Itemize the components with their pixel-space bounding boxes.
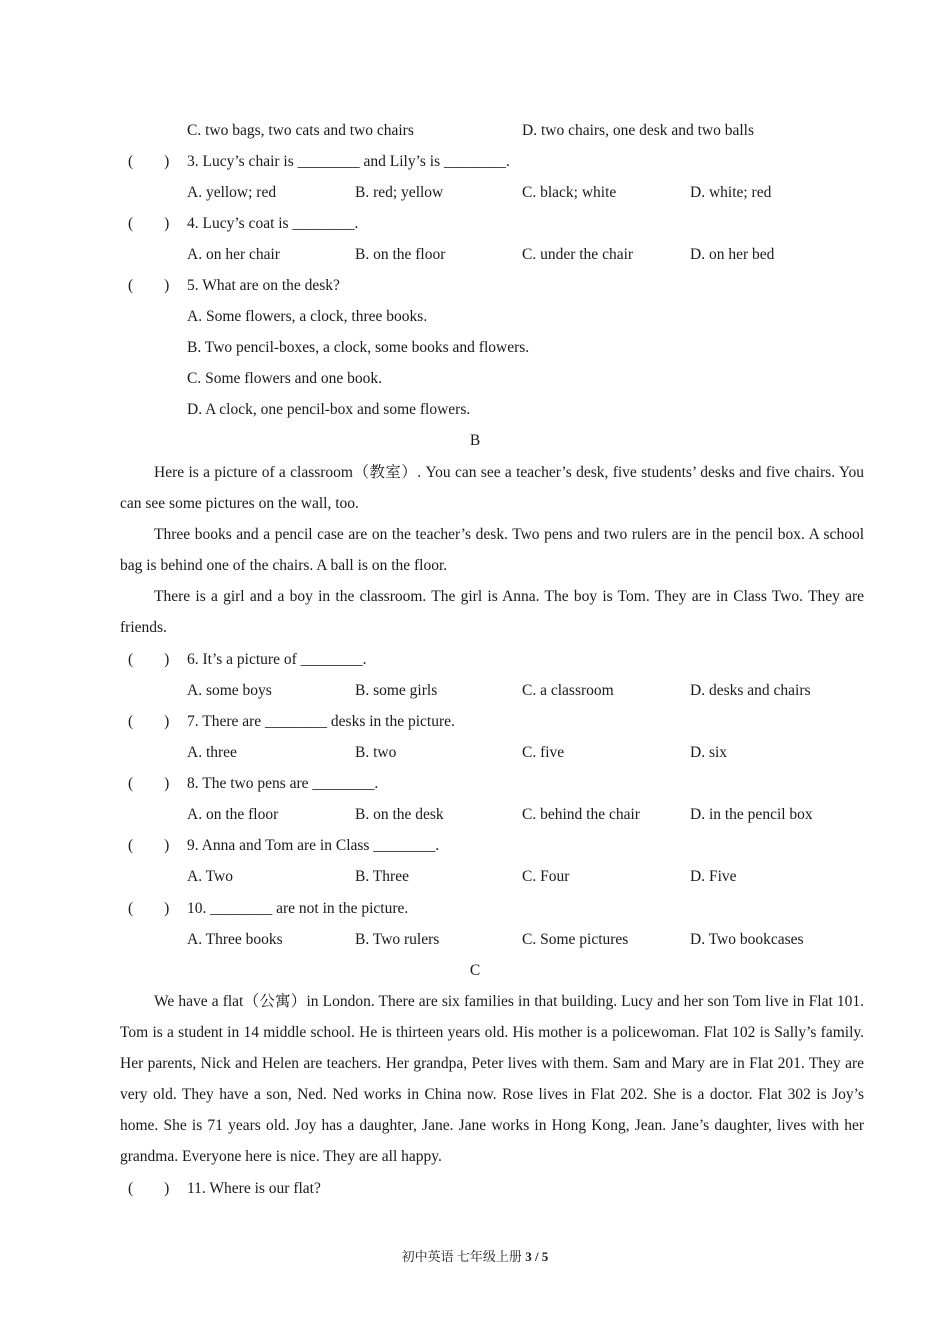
q8-option-b: B. on the desk [355,806,444,823]
section-b-paragraph-1: Here is a picture of a classroom（教室）. You can see a teacher’s desk, five students’ desks and five chairs. You can see some pictures on the wall, too. [120,464,864,512]
answer-blank-q5[interactable]: ( ) [128,277,170,294]
q9-option-d: D. Five [690,868,737,885]
q9-option-a: A. Two [187,868,233,885]
question-10: 10. ________ are not in the picture. [187,900,409,917]
answer-blank-q4[interactable]: ( ) [128,215,170,232]
question-8: 8. The two pens are ________. [187,775,379,792]
q3-option-a: A. yellow; red [187,184,277,201]
q5-option-c: C. Some flowers and one book. [187,370,383,387]
q3-option-c: C. black; white [522,184,617,201]
q4-option-b: B. on the floor [355,246,446,263]
page-footer [0,1246,950,1265]
q6-option-d: D. desks and chairs [690,682,811,699]
answer-blank-q11[interactable]: ( ) [128,1180,170,1197]
q3-option-b: B. red; yellow [355,184,444,201]
q4-option-c: C. under the chair [522,246,634,263]
q6-option-a: A. some boys [187,682,272,699]
question-5: 5. What are on the desk? [187,277,340,294]
q10-option-b: B. Two rulers [355,931,440,948]
q7-option-a: A. three [187,744,237,761]
question-4: 4. Lucy’s coat is ________. [187,215,359,232]
q5-option-d: D. A clock, one pencil-box and some flowers. [187,401,471,418]
q9-option-c: C. Four [522,868,570,885]
answer-blank-q9[interactable]: ( ) [128,837,170,854]
section-c-heading: C [469,962,481,979]
section-b-heading: B [469,432,481,449]
q10-option-c: C. Some pictures [522,931,629,948]
section-b-paragraph-3: There is a girl and a boy in the classroom. The girl is Anna. The boy is Tom. They are in Class Two. They are friends. [120,588,864,636]
answer-blank-q7[interactable]: ( ) [128,713,170,730]
q7-option-c: C. five [522,744,565,761]
section-c-paragraph: We have a flat（公寓）in London. There are six families in that building. Lucy and her son Tom live in Flat 101. Tom is a student in 14 middle school. He is thirteen years old. His mother is a policewoman. Flat 102 is Sally’s family. Her parents, Nick and Helen are teachers. Her grandpa, Peter lives with them. Sam and Mary are in Flat 201. They are very old. They have a son, Ned. Ned works in China now. Rose lives in Flat 202. She is a doctor. Flat 302 is Joy’s home. She is 71 years old. Joy has a daughter, Jane. Jane works in Hong Kong, Jean. Jane’s daughter, lives with her grandma. Everyone here is nice. They are all happy. [120,993,864,1165]
answer-blank-q3[interactable]: ( ) [128,153,170,170]
answer-blank-q6[interactable]: ( ) [128,651,170,668]
q6-option-c: C. a classroom [522,682,614,699]
q9-option-b: B. Three [355,868,409,885]
section-b-paragraph-2: Three books and a pencil case are on the teacher’s desk. Two pens and two rulers are in the pencil box. A school bag is behind one of the chairs. A ball is on the floor. [120,526,864,574]
q2-option-c: C. two bags, two cats and two chairs [187,122,414,139]
q8-option-d: D. in the pencil box [690,806,813,823]
q8-option-a: A. on the floor [187,806,279,823]
q2-option-d: D. two chairs, one desk and two balls [522,122,755,139]
q6-option-b: B. some girls [355,682,438,699]
question-3: 3. Lucy’s chair is ________ and Lily’s is ________. [187,153,510,170]
q7-option-d: D. six [690,744,728,761]
q10-option-a: A. Three books [187,931,283,948]
question-9: 9. Anna and Tom are in Class ________. [187,837,440,854]
q8-option-c: C. behind the chair [522,806,640,823]
answer-blank-q10[interactable]: ( ) [128,900,170,917]
q7-option-b: B. two [355,744,397,761]
q4-option-a: A. on her chair [187,246,280,263]
q5-option-a: A. Some flowers, a clock, three books. [187,308,428,325]
q3-option-d: D. white; red [690,184,772,201]
question-11: 11. Where is our flat? [187,1180,321,1197]
footer-page-number: 3 / 5 [525,1249,549,1264]
q10-option-d: D. Two bookcases [690,931,804,948]
question-6: 6. It’s a picture of ________. [187,651,367,668]
answer-blank-q8[interactable]: ( ) [128,775,170,792]
q5-option-b: B. Two pencil-boxes, a clock, some books and flowers. [187,339,530,356]
footer-course: 初中英语 七年级上册 [401,1249,522,1264]
q4-option-d: D. on her bed [690,246,775,263]
question-7: 7. There are ________ desks in the picture. [187,713,455,730]
